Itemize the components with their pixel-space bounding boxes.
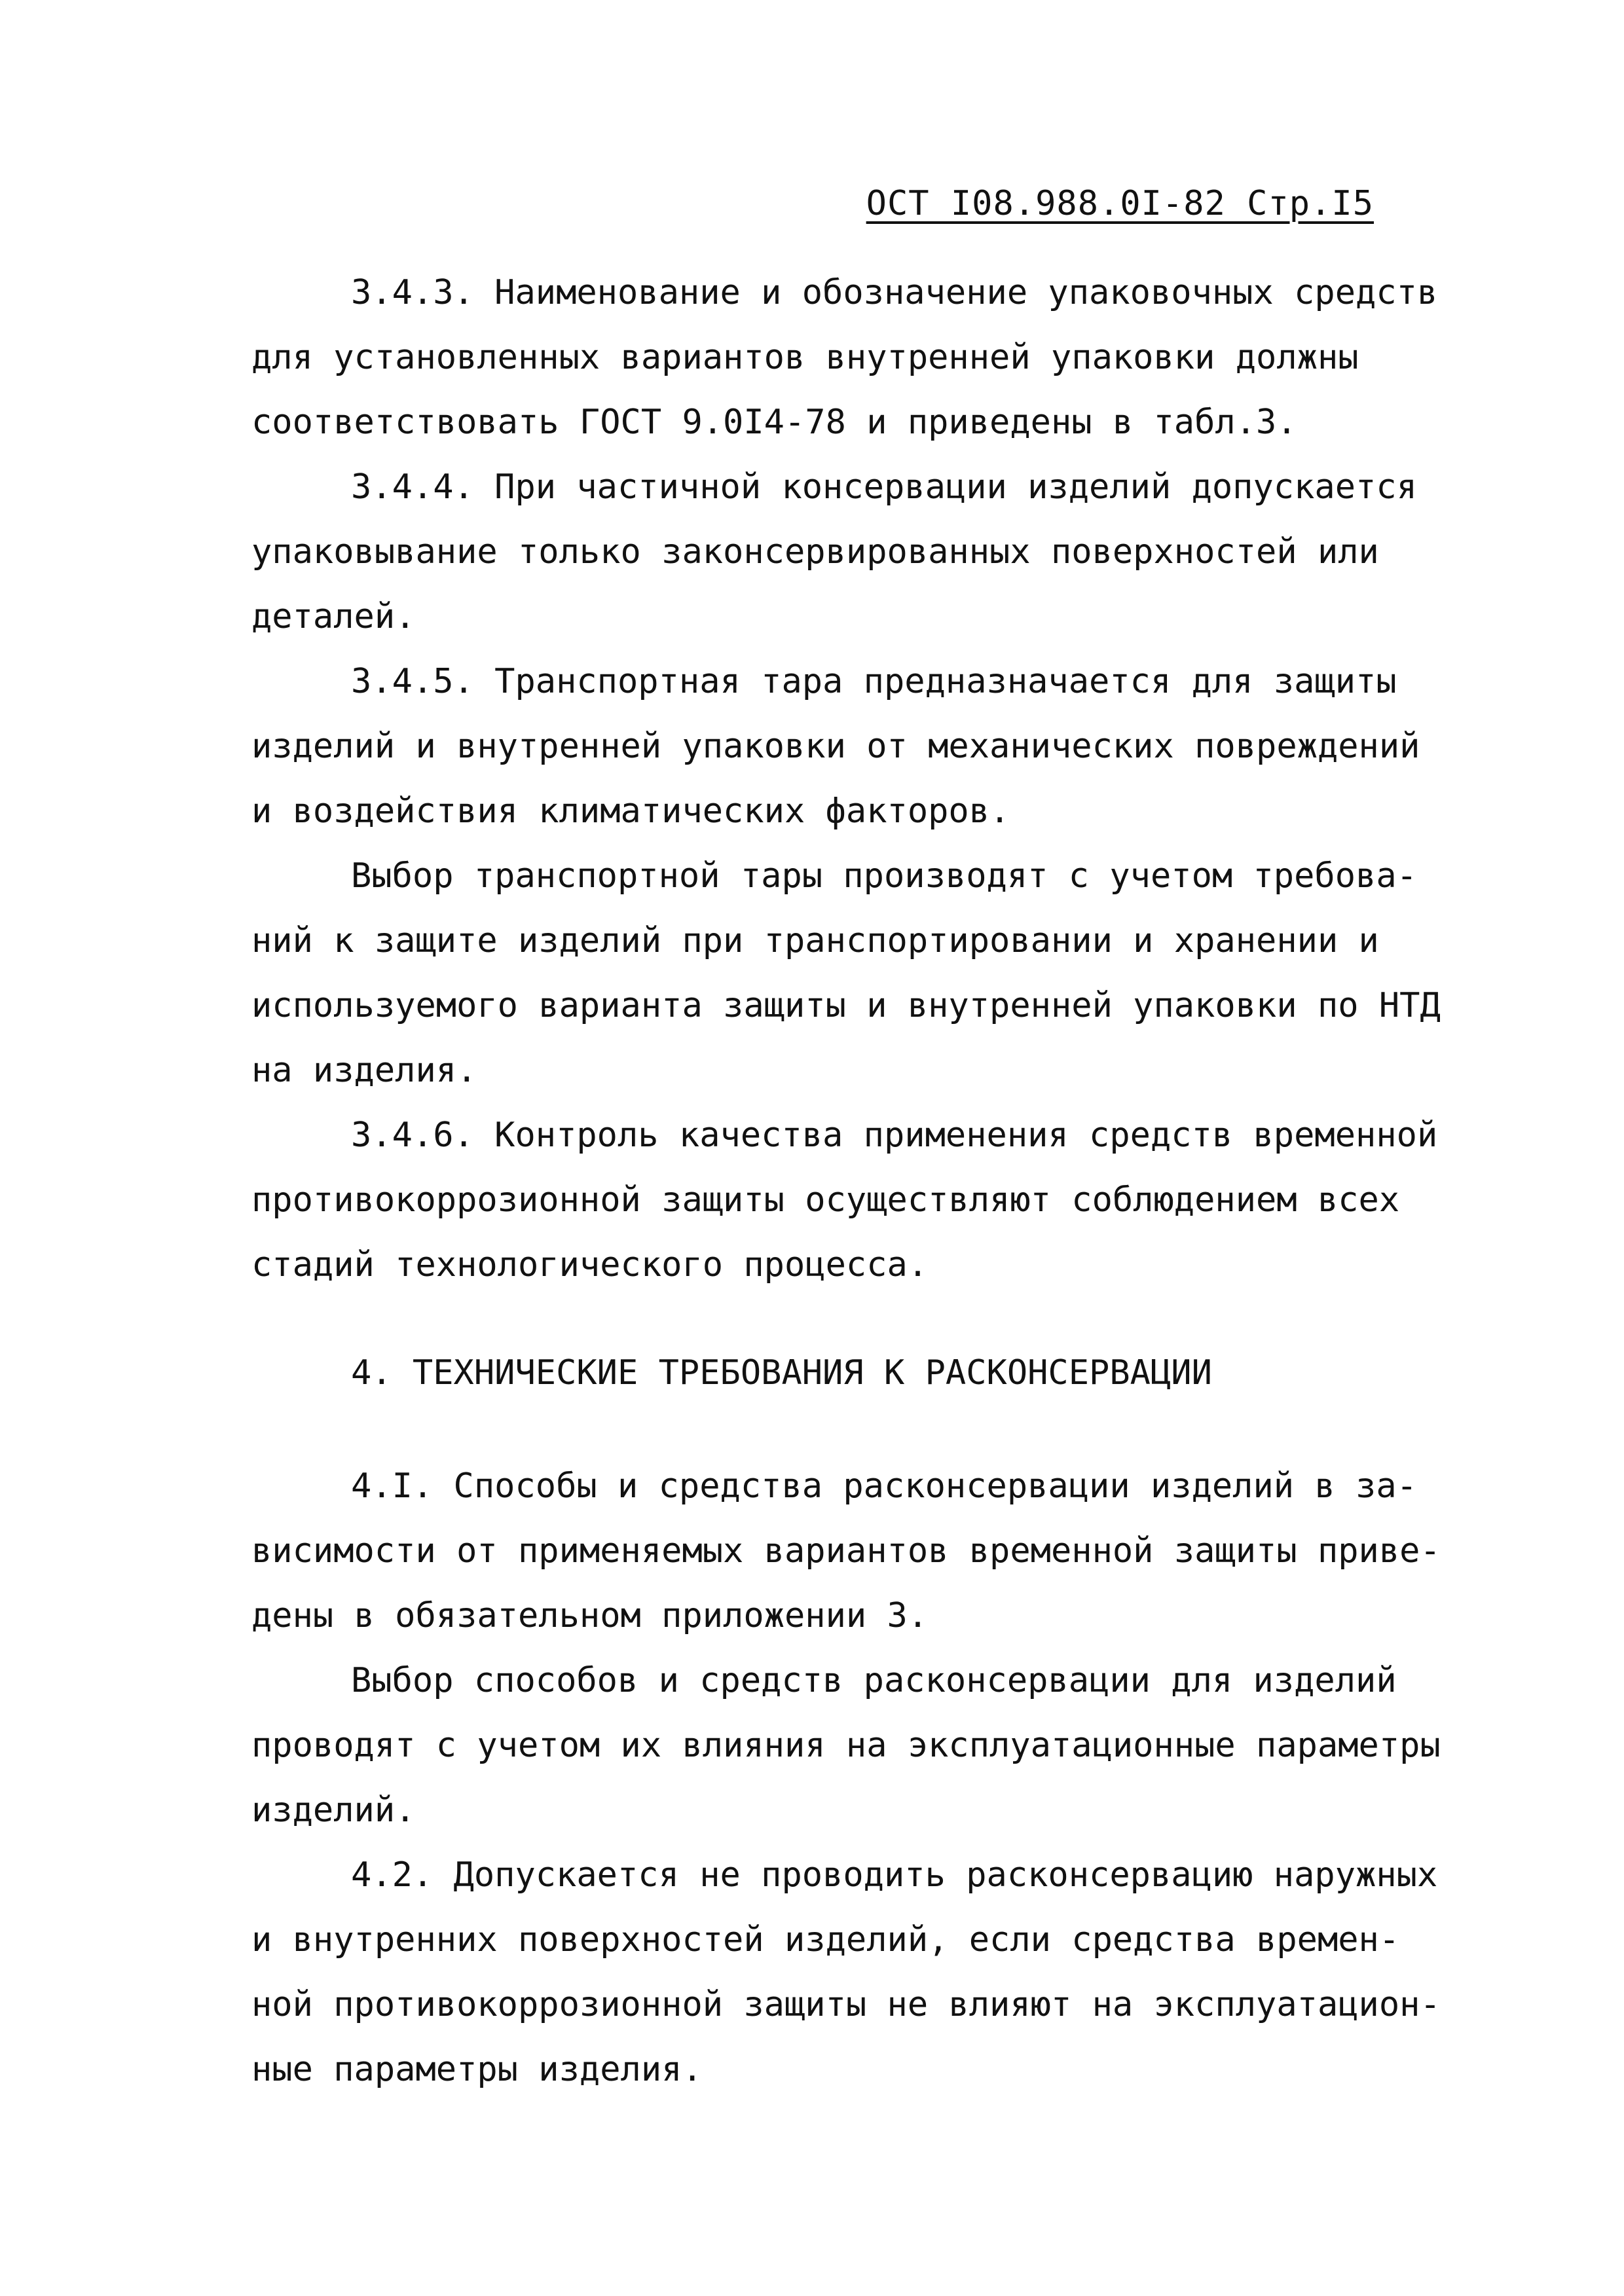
text-line: используемого варианта защиты и внутренней упаковки по НТД [251, 986, 1441, 1025]
text-line: соответствовать ГОСТ 9.0I4-78 и приведены в табл.3. [251, 403, 1297, 442]
paragraph-3-4-3 [251, 261, 1438, 455]
text-line: 3.4.4. При частичной консервации изделий допускается [351, 467, 1417, 507]
paragraph-3-4-4 [251, 455, 1421, 649]
text-line: упаковывание только законсервированных поверхностей или [251, 532, 1379, 572]
paragraph-3-4-6 [251, 1103, 1438, 1298]
paragraph-4-1-continued [251, 1649, 1441, 1843]
paragraph-4-1 [251, 1454, 1441, 1649]
paragraph-4-2 [251, 1843, 1441, 2102]
text-line: противокоррозионной защиты осуществляют соблюдением всех [251, 1180, 1400, 1220]
text-line: 4.2. Допускается не проводить расконсервацию наружных [351, 1855, 1438, 1895]
page-header: ОСТ I08.988.0I-82 Стр.I5 [866, 184, 1374, 223]
text-line: висимости от применяемых вариантов временной защиты приве- [251, 1531, 1441, 1571]
text-line: и внутренних поверхностей изделий, если средства времен- [251, 1920, 1400, 1959]
text-line: стадий технологического процесса. [251, 1245, 929, 1285]
text-line: Выбор способов и средств расконсервации для изделий [351, 1661, 1397, 1700]
paragraph-3-4-5 [251, 649, 1421, 844]
text-line: и воздействия климатических факторов. [251, 792, 1010, 831]
paragraph-3-4-5-continued [251, 844, 1441, 1103]
text-line: дены в обязательном приложении 3. [251, 1596, 929, 1635]
text-line: ные параметры изделия. [251, 2050, 703, 2089]
section-4-heading: 4. ТЕХНИЧЕСКИЕ ТРЕБОВАНИЯ К РАСКОНСЕРВАЦИИ [351, 1353, 1212, 1393]
text-line: 3.4.3. Наименование и обозначение упаковочных средств [351, 273, 1438, 312]
text-line: для установленных вариантов внутренней упаковки должны [251, 338, 1359, 377]
text-line: ной противокоррозионной защиты не влияют на эксплуатацион- [251, 1985, 1441, 2024]
text-line: 4.I. Способы и средства расконсервации изделий в за- [351, 1467, 1417, 1506]
text-line: 3.4.5. Транспортная тара предназначается для защиты [351, 662, 1397, 701]
text-line: 3.4.6. Контроль качества применения средств временной [351, 1116, 1438, 1155]
text-line: деталей. [251, 597, 416, 636]
text-line: Выбор транспортной тары производят с учетом требова- [351, 856, 1417, 896]
text-line: на изделия. [251, 1051, 477, 1090]
text-line: ний к защите изделий при транспортировании и хранении и [251, 921, 1379, 960]
text-line: изделий. [251, 1791, 416, 1830]
text-line: изделий и внутренней упаковки от механических повреждений [251, 727, 1420, 766]
text-line: проводят с учетом их влияния на эксплуатационные параметры [251, 1726, 1441, 1765]
document-body [251, 261, 1441, 2102]
